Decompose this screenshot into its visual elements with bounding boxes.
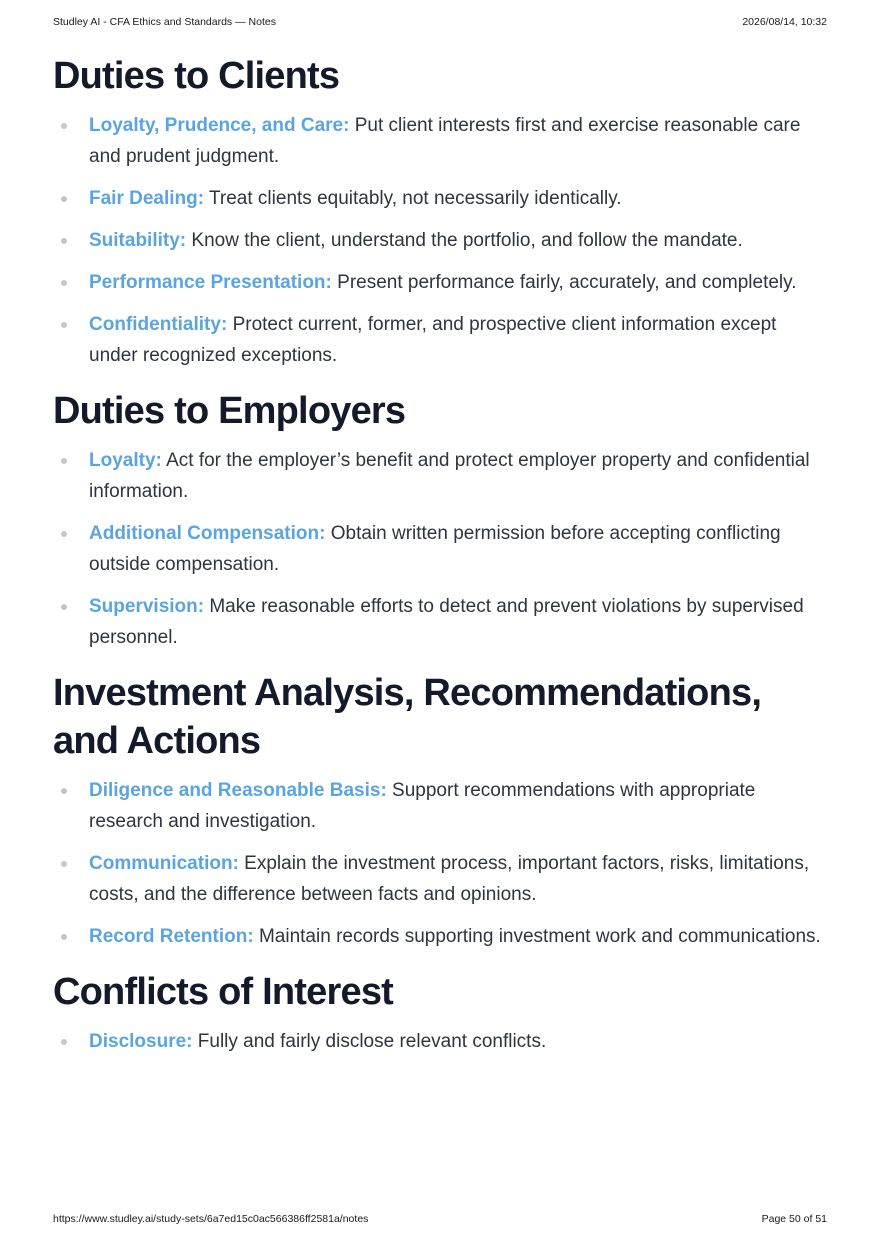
section-duties-to-clients — [53, 52, 827, 371]
bullet-icon — [61, 604, 67, 610]
bullet-icon — [61, 1039, 67, 1045]
item-text: Act for the employer’s benefit and protect employer property and confidential information. — [89, 450, 810, 502]
item-term: Communication: — [89, 853, 239, 874]
item-term: Performance Presentation: — [89, 272, 332, 293]
bullet-list — [53, 1026, 827, 1057]
bullet-icon — [61, 861, 67, 867]
item-text: Maintain records supporting investment work and communications. — [258, 926, 821, 947]
item-term: Supervision: — [89, 596, 205, 617]
list-item — [53, 921, 827, 952]
notes-content — [53, 52, 827, 1073]
item-term: Additional Compensation: — [89, 523, 326, 544]
bullet-icon — [61, 280, 67, 286]
list-item — [53, 110, 827, 172]
item-term: Diligence and Reasonable Basis: — [89, 780, 387, 801]
item-text: Explain the investment process, important factors, risks, limitations, costs, and the difference between facts and opinions. — [89, 853, 810, 905]
item-term: Loyalty, Prudence, and Care: — [89, 115, 350, 136]
item-term: Disclosure: — [89, 1031, 193, 1052]
item-text: Treat clients equitably, not necessarily identically. — [209, 188, 622, 209]
section-heading: Conflicts of Interest — [53, 971, 394, 1013]
item-text: Make reasonable efforts to detect and prevent violations by supervised personnel. — [89, 596, 804, 648]
list-item — [53, 591, 827, 653]
page-url-link[interactable]: https://www.studley.ai/study-sets/6a7ed15c0ac566386ff2581a/notes — [53, 1213, 369, 1225]
section-heading: Duties to Clients — [53, 55, 340, 97]
list-item — [53, 848, 827, 910]
section-duties-to-employers — [53, 387, 827, 653]
item-text: Obtain written permission before accepting conflicting outside compensation. — [89, 523, 781, 575]
bullet-list — [53, 110, 827, 371]
item-term: Loyalty: — [89, 450, 162, 471]
item-term: Confidentiality: — [89, 314, 228, 335]
list-item — [53, 309, 827, 371]
list-item — [53, 445, 827, 507]
list-item — [53, 775, 827, 837]
item-text: Present performance fairly, accurately, and completely. — [337, 272, 797, 293]
list-item — [53, 1026, 827, 1057]
list-item — [53, 225, 827, 256]
page-number: Page 50 of 51 — [761, 1213, 827, 1225]
bullet-icon — [61, 531, 67, 537]
item-text: Know the client, understand the portfolio, and follow the mandate. — [191, 230, 743, 251]
bullet-icon — [61, 123, 67, 129]
document-title: Studley AI - CFA Ethics and Standards — Notes — [53, 16, 276, 28]
item-text: Put client interests first and exercise reasonable care and prudent judgment. — [89, 115, 801, 167]
item-text: Support recommendations with appropriate research and investigation. — [89, 780, 756, 832]
bullet-icon — [61, 196, 67, 202]
section-investment-analysis — [53, 669, 827, 952]
item-text: Protect current, former, and prospective client information except under recognized exceptions. — [89, 314, 777, 366]
list-item — [53, 267, 827, 298]
bullet-icon — [61, 238, 67, 244]
section-conflicts-of-interest — [53, 968, 827, 1057]
item-text: Fully and fairly disclose relevant conflicts. — [197, 1031, 547, 1052]
bullet-icon — [61, 788, 67, 794]
bullet-list — [53, 445, 827, 653]
item-term: Suitability: — [89, 230, 187, 251]
item-term: Record Retention: — [89, 926, 254, 947]
print-footer — [53, 1213, 827, 1225]
section-heading: Investment Analysis, Recommendations, and Actions — [53, 672, 762, 762]
print-datetime: 2026/08/14, 10:32 — [742, 16, 827, 28]
bullet-icon — [61, 322, 67, 328]
bullet-icon — [61, 934, 67, 940]
section-heading: Duties to Employers — [53, 390, 406, 432]
bullet-list — [53, 775, 827, 952]
list-item — [53, 183, 827, 214]
print-header — [53, 16, 827, 28]
bullet-icon — [61, 458, 67, 464]
list-item — [53, 518, 827, 580]
item-term: Fair Dealing: — [89, 188, 205, 209]
